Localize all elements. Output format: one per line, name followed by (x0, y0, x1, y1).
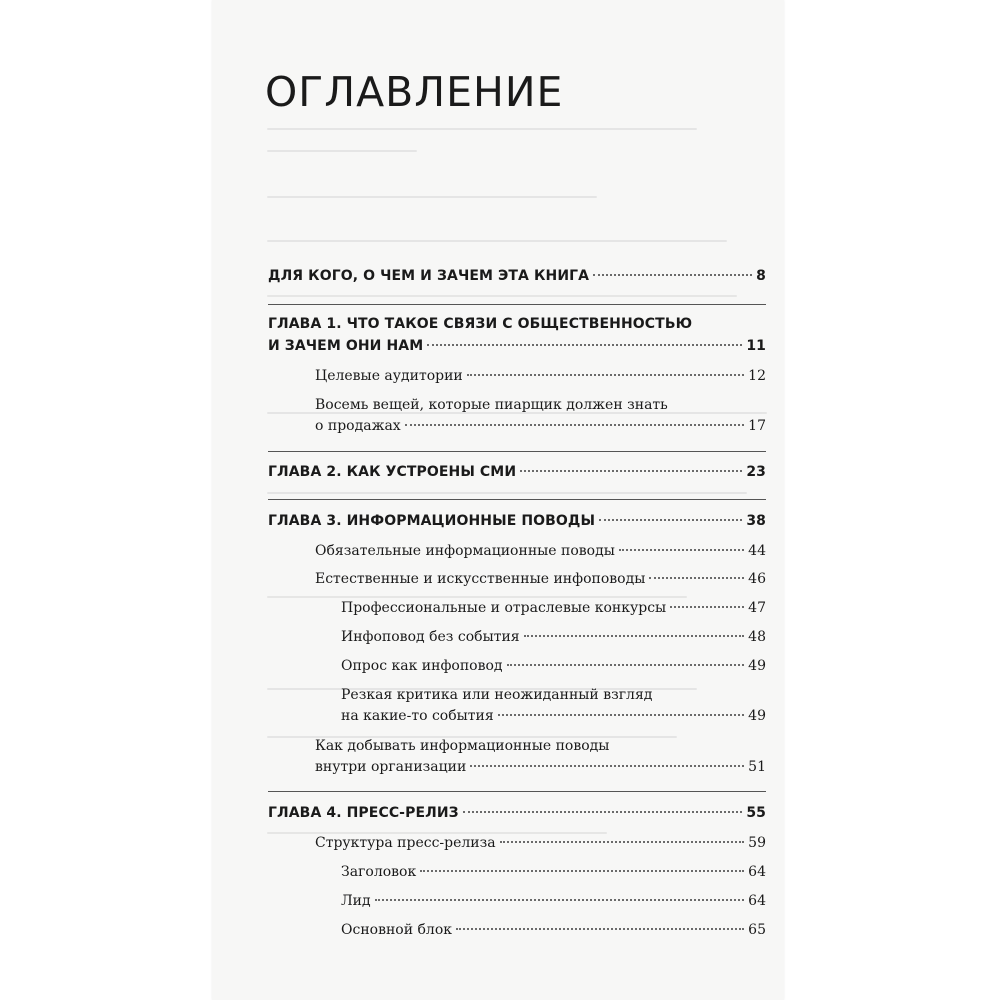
toc-entry-label: Инфоповод без события (341, 629, 520, 645)
toc-page-number: 38 (746, 513, 766, 529)
toc-page-number: 23 (746, 464, 766, 480)
dot-leader (420, 870, 744, 872)
toc-entry-sales-line1[interactable]: Восемь вещей, которые пиарщик должен знать (315, 397, 668, 413)
toc-page-number: 47 (748, 600, 766, 616)
section-divider (268, 451, 766, 452)
toc-entry-natural-artificial[interactable] (315, 571, 766, 587)
toc-entry-headline[interactable] (341, 864, 766, 880)
dot-leader (619, 549, 744, 551)
toc-page-number: 64 (748, 893, 766, 909)
toc-entry-label: Целевые аудитории (315, 368, 463, 384)
toc-page-number: 12 (748, 368, 766, 384)
toc-entry-chapter-1-line1[interactable]: ГЛАВА 1. ЧТО ТАКОЕ СВЯЗИ С ОБЩЕСТВЕННОСТЬЮ (268, 316, 693, 332)
toc-entry-label: Заголовок (341, 864, 417, 880)
dot-leader (593, 274, 752, 276)
toc-entry-label: ГЛАВА 4. ПРЕСС-РЕЛИЗ (268, 805, 459, 821)
dot-leader (498, 714, 744, 716)
toc-page-number: 48 (748, 629, 766, 645)
toc-entry-label: И ЗАЧЕМ ОНИ НАМ (268, 338, 424, 354)
toc-page-number: 59 (748, 835, 766, 851)
toc-page-number: 49 (748, 708, 766, 724)
dot-leader (427, 344, 742, 346)
toc-entry-label: Опрос как инфоповод (341, 658, 503, 674)
toc-entry-label: на какие-то события (341, 708, 494, 724)
toc-page-number: 65 (748, 922, 766, 938)
dot-leader (456, 928, 744, 930)
toc-page-number: 11 (746, 338, 766, 354)
toc-page-number: 64 (748, 864, 766, 880)
dot-leader (405, 424, 744, 426)
toc-page-number: 44 (748, 543, 766, 559)
toc-entry-lead[interactable] (341, 893, 766, 909)
toc-entry-label: ДЛЯ КОГО, О ЧЕМ И ЗАЧЕМ ЭТА КНИГА (268, 268, 590, 284)
toc-entry-label: Обязательные информационные поводы (315, 543, 615, 559)
toc-entry-label: ГЛАВА 2. КАК УСТРОЕНЫ СМИ (268, 464, 517, 480)
toc-entry-target-audiences[interactable] (315, 368, 766, 384)
toc-entry-survey[interactable] (341, 658, 766, 674)
toc-entry-press-release-structure[interactable] (315, 835, 766, 851)
toc-entry-sales[interactable] (315, 418, 766, 434)
toc-entry-label: Структура пресс-релиза (315, 835, 496, 851)
toc-page-number: 8 (756, 268, 766, 284)
section-divider (268, 304, 766, 305)
toc-entry-chapter-3[interactable] (268, 513, 766, 529)
toc-entry-label: Основной блок (341, 922, 453, 938)
dot-leader (520, 470, 742, 472)
toc-page-number: 55 (746, 805, 766, 821)
toc-entry-label: Лид (341, 893, 371, 909)
toc-entry-chapter-2[interactable] (268, 464, 766, 480)
section-divider (268, 791, 766, 792)
dot-leader (599, 519, 742, 521)
toc-entry-obtain-line1[interactable]: Как добывать информационные поводы (315, 738, 610, 754)
section-divider (268, 499, 766, 500)
toc-entry-chapter-1[interactable] (268, 338, 766, 354)
toc-entry-label: ГЛАВА 3. ИНФОРМАЦИОННЫЕ ПОВОДЫ (268, 513, 596, 529)
dot-leader (467, 374, 744, 376)
dot-leader (524, 635, 745, 637)
toc-entry-chapter-4[interactable] (268, 805, 766, 821)
toc-entry-obtain[interactable] (315, 759, 766, 775)
toc-entry-label: внутри организации (315, 759, 467, 775)
toc-entry-label: Естественные и искусственные инфоповоды (315, 571, 646, 587)
dot-leader (649, 577, 744, 579)
toc-page-number: 17 (748, 418, 766, 434)
toc-entry-criticism[interactable] (341, 708, 766, 724)
dot-leader (470, 765, 744, 767)
toc-entry-no-event[interactable] (341, 629, 766, 645)
dot-leader (500, 841, 745, 843)
page-title: ОГЛАВЛЕНИЕ (265, 68, 564, 116)
dot-leader (375, 899, 745, 901)
toc-page-number: 46 (748, 571, 766, 587)
dot-leader (670, 606, 744, 608)
toc-entry-intro[interactable] (268, 268, 766, 284)
toc-entry-contests[interactable] (341, 600, 766, 616)
toc-entry-criticism-line1[interactable]: Резкая критика или неожиданный взгляд (341, 687, 653, 703)
dot-leader (507, 664, 745, 666)
toc-entry-main-block[interactable] (341, 922, 766, 938)
toc-page-number: 51 (748, 759, 766, 775)
toc-entry-label: Профессиональные и отраслевые конкурсы (341, 600, 667, 616)
dot-leader (463, 811, 743, 813)
toc-page-number: 49 (748, 658, 766, 674)
toc-entry-label: о продажах (315, 418, 401, 434)
toc-entry-mandatory-newsworthy[interactable] (315, 543, 766, 559)
